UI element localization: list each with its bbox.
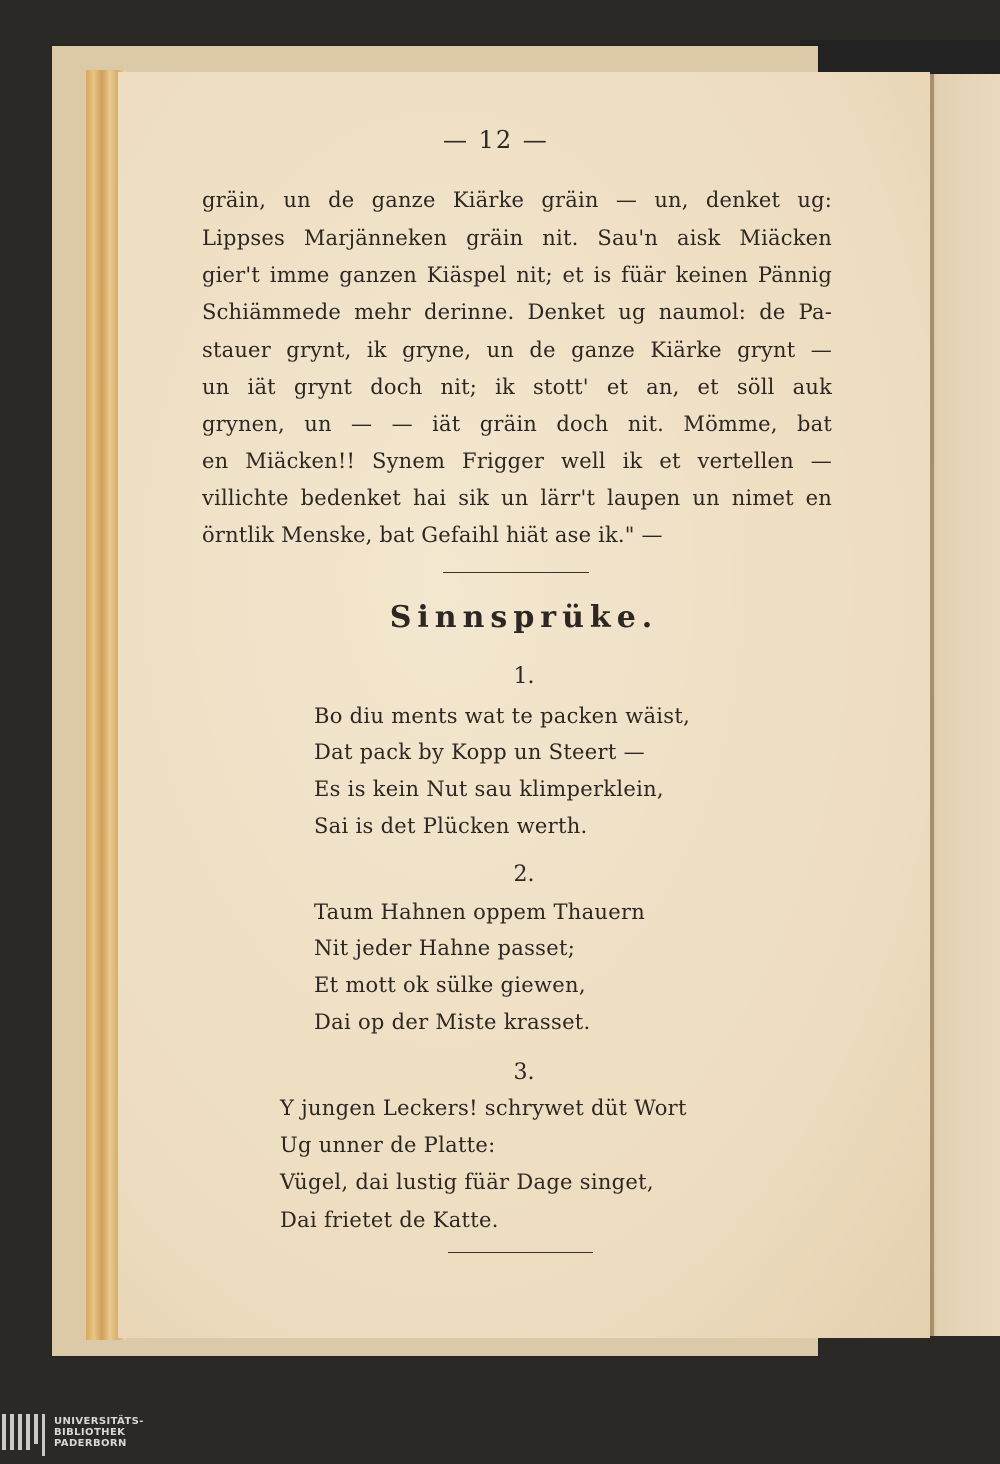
prose-line: grynen, un — — iät gräin doch nit. Mömme, bat [202, 412, 832, 436]
prose-line: Lippses Marjänneken gräin nit. Sau'n aisk Miäcken [202, 226, 832, 250]
prose-line: Schiämmede mehr derinne. Denket ug naumol: de Pa- [202, 300, 832, 324]
section-title: Sinnsprüke. [389, 600, 659, 635]
verse-line: Dai op der Miste krasset. [314, 1010, 591, 1034]
adjacent-page [930, 74, 1000, 1336]
verse-line: Es is kein Nut sau klimperklein, [314, 777, 664, 801]
book-page [118, 72, 930, 1338]
library-bars-icon [2, 1414, 46, 1450]
verse-line: Ug unner de Platte: [280, 1133, 496, 1157]
prose-line: un iät grynt doch nit; ik stott' et an, et söll auk [202, 375, 832, 399]
verse-line: Sai is det Plücken werth. [314, 814, 588, 838]
prose-line: villichte bedenket hai sik un lärr't laupen un nimet en [202, 486, 832, 510]
page-number: — 12 — [443, 126, 549, 154]
divider-rule [443, 572, 589, 573]
prose-line: gräin, un de ganze Kiärke gräin — un, denket ug: [202, 188, 832, 212]
stanza-number: 2. [513, 862, 535, 887]
verse-line: Dai frietet de Katte. [280, 1208, 499, 1232]
library-name-line: UNIVERSITÄTS- [54, 1416, 144, 1427]
library-name-line: BIBLIOTHEK [54, 1427, 126, 1438]
library-name-line: PADERBORN [54, 1438, 127, 1449]
stanza-number: 3. [513, 1060, 535, 1085]
verse-line: Bo diu ments wat te packen wäist, [314, 704, 691, 728]
library-name [54, 1416, 144, 1449]
prose-line: örntlik Menske, bat Gefaihl hiät ase ik." — [202, 523, 663, 547]
stanza-number: 1. [513, 664, 535, 689]
verse-line: Vügel, dai lustig füär Dage singet, [280, 1170, 654, 1194]
prose-line: en Miäcken!! Synem Frigger well ik et vertellen — [202, 449, 832, 473]
verse-line: Et mott ok sülke giewen, [314, 973, 586, 997]
verse-line: Dat pack by Kopp un Steert — [314, 740, 645, 764]
verse-line: Taum Hahnen oppem Thauern [314, 900, 646, 924]
verse-line: Nit jeder Hahne passet; [314, 936, 576, 960]
divider-rule [448, 1252, 593, 1253]
library-footer [0, 1408, 1000, 1464]
prose-line: stauer grynt, ik gryne, un de ganze Kiärke grynt — [202, 338, 832, 362]
prose-line: gier't imme ganzen Kiäspel nit; et is füär keinen Pännig [202, 263, 832, 287]
verse-line: Y jungen Leckers! schrywet düt Wort [280, 1096, 687, 1120]
